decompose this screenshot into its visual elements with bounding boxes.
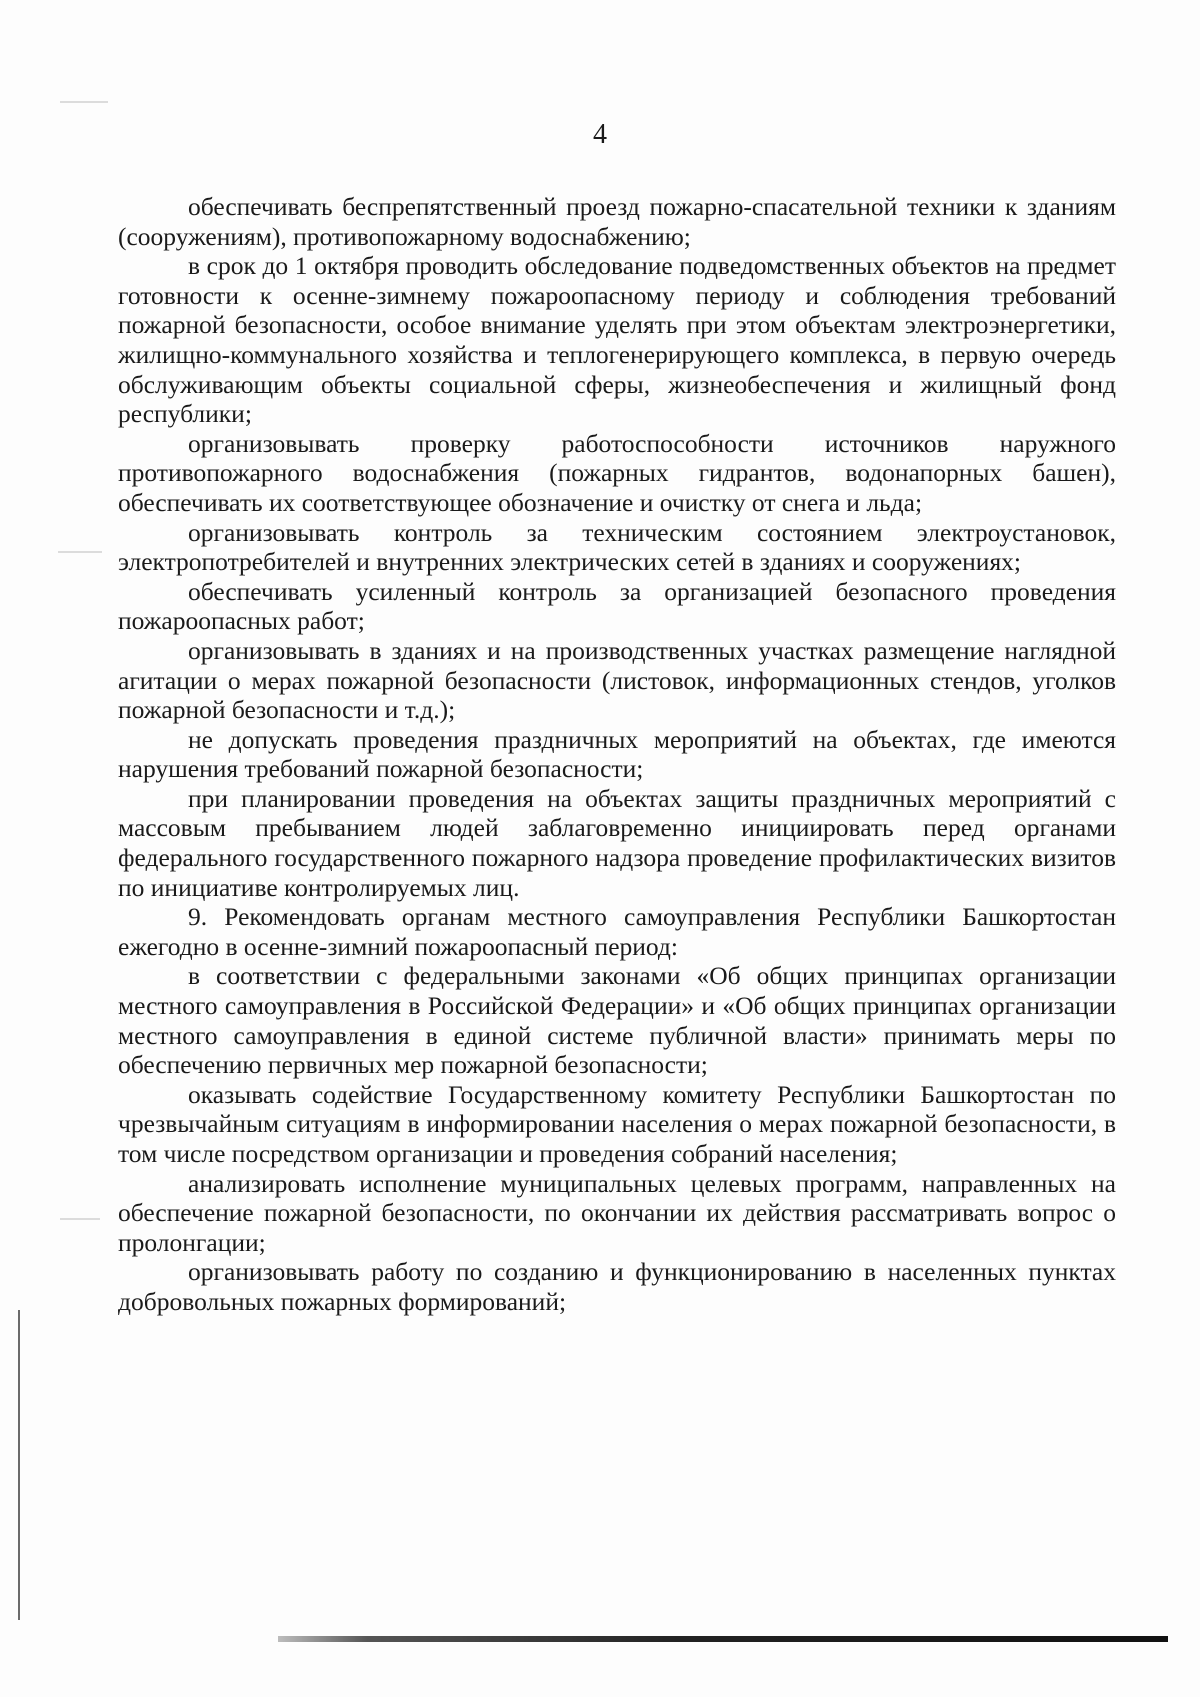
paragraph: оказывать содействие Государственному комитету Республики Башкортостан по чрезвычайным ситуациям в информировании населения о мерах пожарной безопасности, в том числе посредством организации и проведения собраний населения; [118,1079,1116,1168]
paragraph: при планировании проведения на объектах защиты праздничных мероприятий с массовым пребыванием людей заблаговременно инициировать перед органами федерального государственного пожарного надзора проведение профилактических визитов по инициативе контролируемых лиц. [118,783,1116,902]
paragraph: обеспечивать усиленный контроль за организацией безопасного проведения пожароопасных работ; [118,576,1116,636]
paragraph: в срок до 1 октября проводить обследование подведомственных объектов на предмет готовности к осенне-зимнему пожароопасному периоду и соблюдения требований пожарной безопасности, особое внимание уделять при этом объектам электроэнергетики, жилищно-коммунального хозяйства и теплогенерирующего комплекса, в первую очередь обслуживающим объекты социальной сферы, жизнеобеспечения и жилищный фонд республики; [118,251,1116,429]
paragraph: в соответствии с федеральными законами «Об общих принципах организации местного самоуправления в Российской Федерации» и «Об общих принципах организации местного самоуправления в единой системе публичной власти» принимать меры по обеспечению первичных мер пожарной безопасности; [118,961,1116,1080]
paragraph: не допускать проведения праздничных мероприятий на объектах, где имеются нарушения требований пожарной безопасности; [118,724,1116,784]
scan-artifact [58,551,102,553]
paragraph: организовывать проверку работоспособности источников наружного противопожарного водоснабжения (пожарных гидрантов, водонапорных башен), обеспечивать их соответствующее обозначение и очистку от снега и льда; [118,428,1116,517]
scan-edge-bottom [278,1636,1168,1642]
paragraph: организовывать работу по созданию и функционированию в населенных пунктах добровольных пожарных формирований; [118,1257,1116,1316]
paragraph: организовывать в зданиях и на производственных участках размещение наглядной агитации о мерах пожарной безопасности (листовок, информационных стендов, уголков пожарной безопасности и т.д.); [118,635,1116,725]
paragraph: анализировать исполнение муниципальных целевых программ, направленных на обеспечение пожарной безопасности, по окончании их действия рассматривать вопрос о пролонгации; [118,1168,1116,1257]
page-number: 4 [593,119,607,150]
numbered-paragraph: 9. Рекомендовать органам местного самоуправления Республики Башкортостан ежегодно в осенне-зимний пожароопасный период: [118,902,1116,961]
scan-artifact [60,101,108,103]
paragraph: организовывать контроль за техническим состоянием электроустановок, электропотребителей и внутренних электрических сетей в зданиях и сооружениях; [118,517,1116,577]
document-body [118,192,1116,1317]
paragraph: обеспечивать беспрепятственный проезд пожарно-спасательной техники к зданиям (сооружениям), противопожарному водоснабжению; [118,192,1116,251]
scan-edge-left [18,1310,20,1620]
scan-artifact [60,1218,100,1220]
